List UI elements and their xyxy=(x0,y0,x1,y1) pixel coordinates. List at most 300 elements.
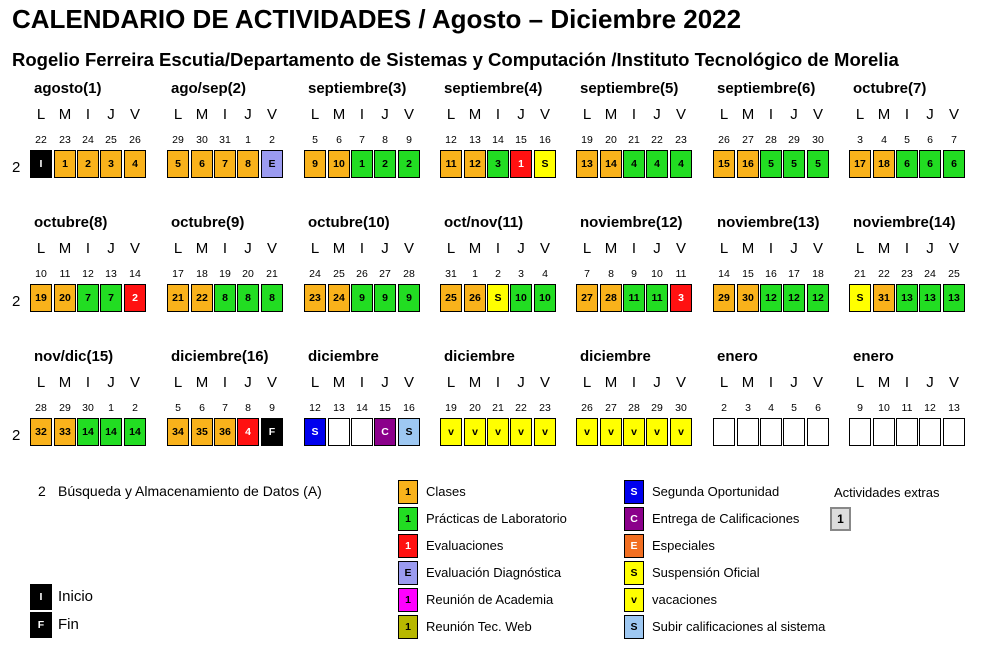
day-cell: v xyxy=(464,418,486,446)
day-cell: v xyxy=(646,418,668,446)
day-letters xyxy=(576,240,706,258)
day-cell: 4 xyxy=(623,150,645,178)
legend-swatch: C xyxy=(624,507,644,531)
day-letter: L xyxy=(582,374,592,391)
day-letter: V xyxy=(948,374,959,391)
day-cell xyxy=(351,418,373,446)
day-date: 30 xyxy=(82,402,94,414)
day-date: 8 xyxy=(382,134,388,146)
day-letters xyxy=(849,106,979,124)
day-dates xyxy=(849,134,979,148)
day-date: 12 xyxy=(82,268,94,280)
day-cell: 13 xyxy=(919,284,941,312)
day-date: 15 xyxy=(515,134,527,146)
legend-swatch: E xyxy=(398,561,418,585)
day-cell: 3 xyxy=(100,150,122,178)
day-cell: 22 xyxy=(191,284,213,312)
legend-label: Entrega de Calificaciones xyxy=(652,511,800,526)
day-cell: 36 xyxy=(214,418,236,446)
day-letter: L xyxy=(719,106,729,123)
day-cell: 10 xyxy=(510,284,532,312)
day-cell xyxy=(873,418,895,446)
day-letter: J xyxy=(790,374,798,391)
day-cell: v xyxy=(670,418,692,446)
day-date: 14 xyxy=(718,268,730,280)
day-date: 13 xyxy=(469,134,481,146)
day-cell: 4 xyxy=(237,418,259,446)
day-cell: 20 xyxy=(54,284,76,312)
day-date: 28 xyxy=(35,402,47,414)
day-letter: I xyxy=(631,374,637,391)
day-cell xyxy=(919,418,941,446)
page-title: CALENDARIO DE ACTIVIDADES / Agosto – Diciembre 2022 xyxy=(12,4,742,34)
day-letter: I xyxy=(222,240,228,257)
day-date: 6 xyxy=(927,134,933,146)
day-letter: J xyxy=(790,106,798,123)
extras-title: Actividades extras xyxy=(834,485,940,500)
day-date: 12 xyxy=(924,402,936,414)
legend-swatch: 1 xyxy=(398,588,418,612)
day-letter: M xyxy=(468,240,482,257)
week-title: diciembre xyxy=(308,348,379,365)
day-cell xyxy=(896,418,918,446)
day-letters xyxy=(576,374,706,392)
day-date: 31 xyxy=(219,134,231,146)
day-date: 2 xyxy=(132,402,138,414)
day-letter: M xyxy=(741,374,755,391)
legend-label: Suspensión Oficial xyxy=(652,565,760,580)
day-letter: I xyxy=(631,106,637,123)
day-cell: 35 xyxy=(191,418,213,446)
legend-label: Evaluación Diagnóstica xyxy=(426,565,562,580)
day-letters xyxy=(167,374,297,392)
day-letter: M xyxy=(468,374,482,391)
day-date: 30 xyxy=(196,134,208,146)
marker-label: Fin xyxy=(58,616,79,633)
day-date: 30 xyxy=(812,134,824,146)
day-date: 20 xyxy=(605,134,617,146)
day-letters xyxy=(30,240,160,258)
day-letter: I xyxy=(768,374,774,391)
day-cell: 4 xyxy=(646,150,668,178)
day-cell: 6 xyxy=(191,150,213,178)
day-letters xyxy=(30,374,160,392)
day-dates xyxy=(167,268,297,282)
day-letters xyxy=(713,374,843,392)
day-letter: V xyxy=(675,240,686,257)
day-date: 9 xyxy=(631,268,637,280)
day-date: 21 xyxy=(854,268,866,280)
day-date: 16 xyxy=(765,268,777,280)
day-letter: J xyxy=(926,374,934,391)
day-cell: 7 xyxy=(214,150,236,178)
day-cell: 23 xyxy=(304,284,326,312)
legend-swatch: S xyxy=(624,615,644,639)
day-cell: 32 xyxy=(30,418,52,446)
day-date: 29 xyxy=(651,402,663,414)
day-dates xyxy=(440,134,570,148)
day-letter: I xyxy=(85,106,91,123)
day-date: 28 xyxy=(403,268,415,280)
day-letter: J xyxy=(653,106,661,123)
day-cell: 5 xyxy=(760,150,782,178)
legend-swatch: 1 xyxy=(398,480,418,504)
day-letter: M xyxy=(741,106,755,123)
day-letter: I xyxy=(495,240,501,257)
day-cell: 8 xyxy=(261,284,283,312)
day-cell: 9 xyxy=(374,284,396,312)
week-title: oct/nov(11) xyxy=(444,214,524,231)
day-cell: 28 xyxy=(600,284,622,312)
day-cell: 5 xyxy=(807,150,829,178)
day-cell: S xyxy=(849,284,871,312)
week-title: ago/sep(2) xyxy=(171,80,247,97)
day-date: 23 xyxy=(539,402,551,414)
day-letter: I xyxy=(359,240,365,257)
day-letter: I xyxy=(904,106,910,123)
day-date: 4 xyxy=(768,402,774,414)
day-cell: 1 xyxy=(351,150,373,178)
course-name: Búsqueda y Almacenamiento de Datos (A) xyxy=(58,483,322,499)
day-letters xyxy=(304,374,434,392)
day-cell xyxy=(737,418,759,446)
day-letter: J xyxy=(107,106,115,123)
day-dates xyxy=(713,402,843,416)
day-letter: M xyxy=(877,374,891,391)
legend-swatch: v xyxy=(624,588,644,612)
day-cell: 6 xyxy=(919,150,941,178)
day-date: 16 xyxy=(539,134,551,146)
day-date: 25 xyxy=(333,268,345,280)
day-date: 4 xyxy=(542,268,548,280)
day-letter: V xyxy=(129,106,140,123)
start-marker: I xyxy=(30,584,52,610)
day-letter: I xyxy=(768,106,774,123)
day-letter: I xyxy=(495,106,501,123)
day-date: 2 xyxy=(721,402,727,414)
day-cell: 10 xyxy=(534,284,556,312)
day-cell: F xyxy=(261,418,283,446)
day-letter: M xyxy=(58,240,72,257)
legend-label: Segunda Oportunidad xyxy=(652,484,780,499)
day-letter: J xyxy=(244,374,252,391)
day-letter: I xyxy=(85,240,91,257)
day-date: 6 xyxy=(815,402,821,414)
day-letter: L xyxy=(719,240,729,257)
day-letter: I xyxy=(631,240,637,257)
day-cell: 10 xyxy=(328,150,350,178)
day-letter: J xyxy=(653,240,661,257)
day-cell: 5 xyxy=(167,150,189,178)
day-cell: 2 xyxy=(124,284,146,312)
week-title: septiembre(3) xyxy=(308,80,407,97)
day-date: 9 xyxy=(269,402,275,414)
day-date: 7 xyxy=(359,134,365,146)
day-cell: S xyxy=(398,418,420,446)
day-letter: L xyxy=(446,106,456,123)
day-date: 22 xyxy=(878,268,890,280)
day-letter: V xyxy=(539,106,550,123)
day-date: 3 xyxy=(857,134,863,146)
day-date: 28 xyxy=(628,402,640,414)
day-cell: 29 xyxy=(713,284,735,312)
row-label: 2 xyxy=(12,427,21,444)
day-letter: M xyxy=(332,106,346,123)
legend-swatch: S xyxy=(624,561,644,585)
end-marker: F xyxy=(30,612,52,638)
day-letter: L xyxy=(36,240,46,257)
day-letter: M xyxy=(195,106,209,123)
day-dates xyxy=(849,402,979,416)
day-letters xyxy=(167,106,297,124)
day-letter: J xyxy=(381,374,389,391)
day-cell xyxy=(713,418,735,446)
day-letter: V xyxy=(129,240,140,257)
day-date: 15 xyxy=(379,402,391,414)
day-date: 3 xyxy=(518,268,524,280)
day-letter: J xyxy=(517,106,525,123)
day-date: 11 xyxy=(675,268,687,280)
day-date: 12 xyxy=(445,134,457,146)
day-date: 23 xyxy=(901,268,913,280)
day-cell: v xyxy=(487,418,509,446)
week-title: noviembre(13) xyxy=(717,214,820,231)
day-cell: 21 xyxy=(167,284,189,312)
day-dates xyxy=(440,402,570,416)
day-letter: L xyxy=(36,374,46,391)
day-cell: v xyxy=(440,418,462,446)
legend-label: Especiales xyxy=(652,538,715,553)
day-cell: 14 xyxy=(600,150,622,178)
day-letter: V xyxy=(403,240,414,257)
week-title: septiembre(4) xyxy=(444,80,543,97)
day-date: 21 xyxy=(492,402,504,414)
day-date: 5 xyxy=(904,134,910,146)
day-letter: M xyxy=(604,374,618,391)
day-letter: M xyxy=(195,374,209,391)
day-cell: 3 xyxy=(487,150,509,178)
day-letter: J xyxy=(244,240,252,257)
day-cell: v xyxy=(576,418,598,446)
day-date: 22 xyxy=(651,134,663,146)
day-letter: M xyxy=(58,374,72,391)
day-dates xyxy=(576,402,706,416)
day-letter: V xyxy=(266,106,277,123)
day-date: 10 xyxy=(878,402,890,414)
day-letter: V xyxy=(129,374,140,391)
day-letter: L xyxy=(310,240,320,257)
day-letter: L xyxy=(173,240,183,257)
day-letter: J xyxy=(381,240,389,257)
week-title: enero xyxy=(853,348,894,365)
day-letter: I xyxy=(904,374,910,391)
day-cell: I xyxy=(30,150,52,178)
day-letter: M xyxy=(604,240,618,257)
day-date: 19 xyxy=(581,134,593,146)
day-letter: L xyxy=(719,374,729,391)
day-cell: 8 xyxy=(237,150,259,178)
day-letter: J xyxy=(926,240,934,257)
week-title: octubre(9) xyxy=(171,214,245,231)
day-cell: 9 xyxy=(351,284,373,312)
day-letter: L xyxy=(855,374,865,391)
day-dates xyxy=(713,134,843,148)
day-date: 13 xyxy=(105,268,117,280)
day-date: 14 xyxy=(356,402,368,414)
day-letters xyxy=(440,106,570,124)
day-date: 5 xyxy=(175,402,181,414)
day-cell: C xyxy=(374,418,396,446)
week-title: octubre(7) xyxy=(853,80,927,97)
week-title: diciembre xyxy=(444,348,515,365)
day-letter: M xyxy=(741,240,755,257)
day-date: 1 xyxy=(245,134,251,146)
day-date: 22 xyxy=(515,402,527,414)
day-letters xyxy=(167,240,297,258)
day-date: 22 xyxy=(35,134,47,146)
legend-swatch: 1 xyxy=(398,507,418,531)
day-dates xyxy=(576,268,706,282)
day-cell: 26 xyxy=(464,284,486,312)
day-letter: M xyxy=(58,106,72,123)
day-letter: I xyxy=(495,374,501,391)
legend-label: Prácticas de Laboratorio xyxy=(426,511,567,526)
day-letter: L xyxy=(173,106,183,123)
day-cell: S xyxy=(304,418,326,446)
day-letter: M xyxy=(332,240,346,257)
day-letter: L xyxy=(173,374,183,391)
day-cell xyxy=(760,418,782,446)
day-date: 24 xyxy=(924,268,936,280)
day-letter: I xyxy=(359,374,365,391)
day-cell: 9 xyxy=(398,284,420,312)
day-letter: J xyxy=(244,106,252,123)
day-letters xyxy=(30,106,160,124)
day-cell: 9 xyxy=(304,150,326,178)
day-letter: L xyxy=(582,240,592,257)
day-date: 11 xyxy=(59,268,71,280)
day-cell: 12 xyxy=(760,284,782,312)
day-date: 18 xyxy=(812,268,824,280)
day-cell: 24 xyxy=(328,284,350,312)
day-dates xyxy=(30,402,160,416)
day-letter: J xyxy=(653,374,661,391)
day-cell: 4 xyxy=(124,150,146,178)
day-letter: L xyxy=(855,240,865,257)
day-cell: 7 xyxy=(100,284,122,312)
day-letter: J xyxy=(517,374,525,391)
week-title: diciembre(16) xyxy=(171,348,269,365)
day-cell: 33 xyxy=(54,418,76,446)
day-date: 17 xyxy=(788,268,800,280)
day-date: 11 xyxy=(901,402,913,414)
day-cell: 12 xyxy=(464,150,486,178)
day-cell: 17 xyxy=(849,150,871,178)
day-date: 24 xyxy=(309,268,321,280)
day-cell xyxy=(328,418,350,446)
day-date: 19 xyxy=(219,268,231,280)
day-cell: 1 xyxy=(54,150,76,178)
day-cell: 4 xyxy=(670,150,692,178)
day-date: 18 xyxy=(196,268,208,280)
day-date: 15 xyxy=(742,268,754,280)
day-letter: V xyxy=(948,240,959,257)
day-cell: 31 xyxy=(873,284,895,312)
day-dates xyxy=(849,268,979,282)
day-dates xyxy=(440,268,570,282)
day-letter: V xyxy=(403,106,414,123)
day-cell: 1 xyxy=(510,150,532,178)
day-date: 1 xyxy=(472,268,478,280)
week-title: octubre(8) xyxy=(34,214,108,231)
course-number: 2 xyxy=(38,483,46,499)
day-cell xyxy=(849,418,871,446)
day-date: 2 xyxy=(269,134,275,146)
day-letters xyxy=(440,240,570,258)
legend-label: vacaciones xyxy=(652,592,718,607)
extras-swatch: 1 xyxy=(830,507,851,531)
marker-label: Inicio xyxy=(58,588,94,605)
legend-swatch: S xyxy=(624,480,644,504)
day-letter: V xyxy=(948,106,959,123)
day-date: 26 xyxy=(356,268,368,280)
day-letter: L xyxy=(310,374,320,391)
day-letter: J xyxy=(381,106,389,123)
day-date: 25 xyxy=(948,268,960,280)
day-date: 26 xyxy=(581,402,593,414)
day-letter: L xyxy=(855,106,865,123)
day-letter: I xyxy=(904,240,910,257)
day-letter: L xyxy=(310,106,320,123)
day-letter: M xyxy=(604,106,618,123)
day-dates xyxy=(304,134,434,148)
day-letter: M xyxy=(877,106,891,123)
row-label: 2 xyxy=(12,159,21,176)
day-date: 7 xyxy=(951,134,957,146)
day-cell: 34 xyxy=(167,418,189,446)
day-letter: L xyxy=(446,374,456,391)
day-letter: V xyxy=(812,240,823,257)
day-date: 23 xyxy=(675,134,687,146)
day-letter: M xyxy=(195,240,209,257)
day-date: 9 xyxy=(406,134,412,146)
day-cell: 5 xyxy=(783,150,805,178)
day-cell: 30 xyxy=(737,284,759,312)
day-letters xyxy=(849,374,979,392)
week-title: noviembre(14) xyxy=(853,214,956,231)
legend-label: Reunión de Academia xyxy=(426,592,554,607)
day-date: 28 xyxy=(765,134,777,146)
day-cell xyxy=(807,418,829,446)
day-letters xyxy=(713,106,843,124)
legend-label: Evaluaciones xyxy=(426,538,504,553)
day-letter: V xyxy=(403,374,414,391)
week-title: diciembre xyxy=(580,348,651,365)
day-letters xyxy=(304,106,434,124)
day-letter: V xyxy=(266,240,277,257)
day-date: 29 xyxy=(172,134,184,146)
day-date: 2 xyxy=(495,268,501,280)
day-cell: 11 xyxy=(646,284,668,312)
day-date: 9 xyxy=(857,402,863,414)
day-letters xyxy=(576,106,706,124)
day-dates xyxy=(30,134,160,148)
week-title: agosto(1) xyxy=(34,80,102,97)
day-cell: 6 xyxy=(943,150,965,178)
day-letter: M xyxy=(332,374,346,391)
day-date: 27 xyxy=(605,402,617,414)
day-date: 5 xyxy=(312,134,318,146)
